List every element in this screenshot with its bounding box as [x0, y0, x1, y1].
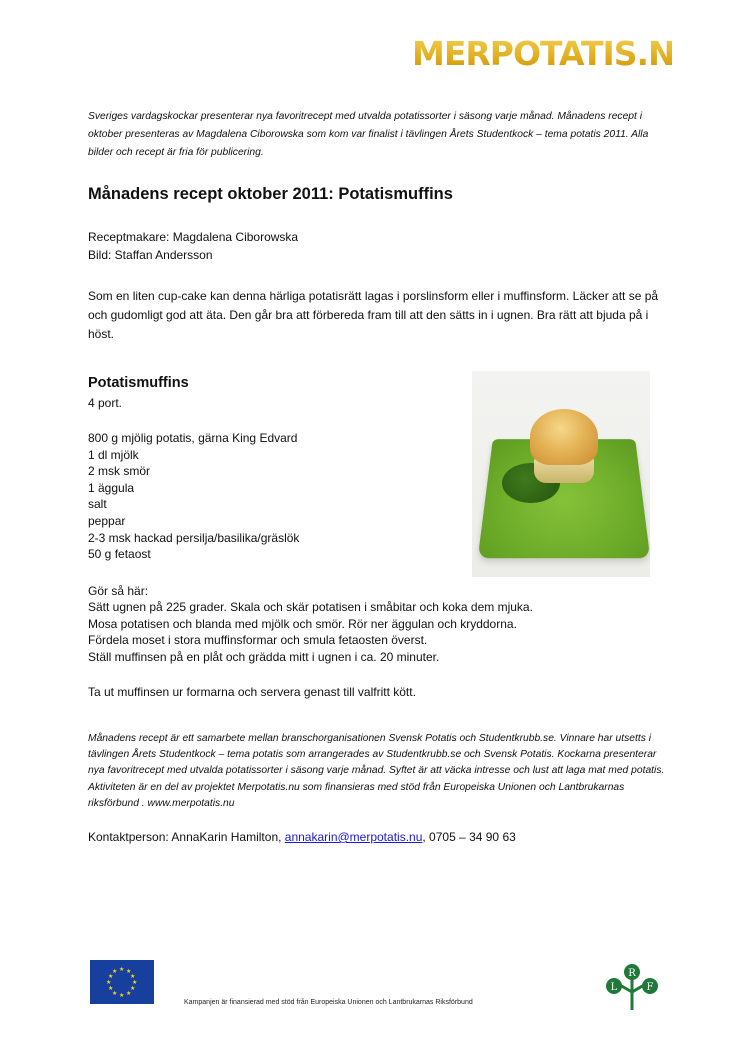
lrf-letter-r: R — [628, 968, 636, 979]
step-item: Sätt ugnen på 225 grader. Skala och skär potatisen i småbitar och koka dem mjuka. — [88, 600, 533, 614]
steps-heading: Gör så här: — [88, 584, 149, 598]
ingredient-item: 2 msk smör — [88, 464, 151, 479]
recipe-credits — [88, 228, 668, 264]
photo-credit: Bild: Staffan Andersson — [88, 248, 213, 262]
ingredient-item: 50 g fetaost — [88, 547, 151, 562]
intro-text: Sveriges vardagskockar presenterar nya favoritrecept med utvalda potatissorter i säsong varje månad. Månadens recept i oktober presenteras av Magdalena Ciborowska som kom var finalist i tävlingen Årets Studentkock – tema potatis 2011. Alla bilder och recept är fria för publicering. — [88, 111, 649, 158]
lrf-letter-l: L — [610, 982, 618, 993]
funding-note: Kampanjen är finansierad med stöd från Europeiska Unionen och Lantbrukarnas Riksförbund — [184, 999, 473, 1006]
ingredient-item: 1 äggula — [88, 480, 135, 495]
lrf-letter-f: F — [646, 982, 654, 993]
ingredient-list — [88, 430, 448, 563]
contact-prefix: Kontaktperson: AnnaKarin Hamilton, — [88, 830, 285, 844]
serving-instruction: Ta ut muffinsen ur formarna och servera genast till valfritt kött. — [88, 685, 416, 699]
step-item: Ställ muffinsen på en plåt och grädda mitt i ugnen i ca. 20 minuter. — [88, 649, 440, 664]
contact-line — [88, 828, 668, 846]
recipe-portions: 4 port. — [88, 396, 123, 410]
collaboration-note: Månadens recept är ett samarbete mellan branschorganisationen Svensk Potatis och Studentkrubb.se. Vinnare har utsetts i tävlingen Årets Studentkock – tema potatis som arrangerades av Studentkrubb.se och Svensk Potatis. Kockarna presenterar nya favoritrecept med utvalda potatissorter i säsong varje månad. Syftet är att väcka intresse och lust att laga mat med potatis. Aktiviteten är en del av projektet Merpotatis.nu som finansieras med stöd från Europeiska Unionen och Lantbrukarnas riksförbund . www.merpotatis.nu — [88, 733, 665, 809]
contact-email-link[interactable]: annakarin@merpotatis.nu — [284, 830, 423, 844]
dish-photo — [472, 371, 650, 577]
ingredient-item: peppar — [88, 513, 126, 528]
muffin-top — [530, 409, 598, 465]
page-title: Månadens recept oktober 2011: Potatismuffins — [88, 185, 453, 203]
ingredient-item: salt — [88, 497, 107, 512]
eu-flag-icon: ★ ★ ★ ★ ★ ★ ★ ★ ★ ★ ★ ★ — [90, 960, 154, 1004]
step-list — [88, 599, 668, 665]
recipe-maker: Receptmakare: Magdalena Ciborowska — [88, 230, 299, 244]
step-item: Mosa potatisen och blanda med mjölk och smör. Rör ner äggulan och kryddorna. — [88, 616, 517, 631]
ingredient-item: 1 dl mjölk — [88, 447, 139, 462]
merpotatis-logo: MERPOTATIS.NU — [412, 34, 701, 73]
lrf-logo-icon — [604, 962, 660, 1012]
contact-suffix: , 0705 – 34 90 63 — [422, 830, 516, 844]
step-item: Fördela moset i stora muffinsformar och smula fetaosten överst. — [88, 633, 428, 648]
ingredient-item: 2-3 msk hackad persilja/basilika/gräslök — [88, 530, 300, 545]
recipe-name: Potatismuffins — [88, 375, 189, 391]
recipe-description: Som en liten cup-cake kan denna härliga potatisrätt lagas i porslinsform eller i muffinsform. Läcker att se på och gudomligt god att äta. Den går bra att förbereda fram till att den sätts in i ugnen. Bra rätt att bjuda på i höst. — [88, 289, 659, 341]
ingredient-item: 800 g mjölig potatis, gärna King Edvard — [88, 431, 298, 445]
